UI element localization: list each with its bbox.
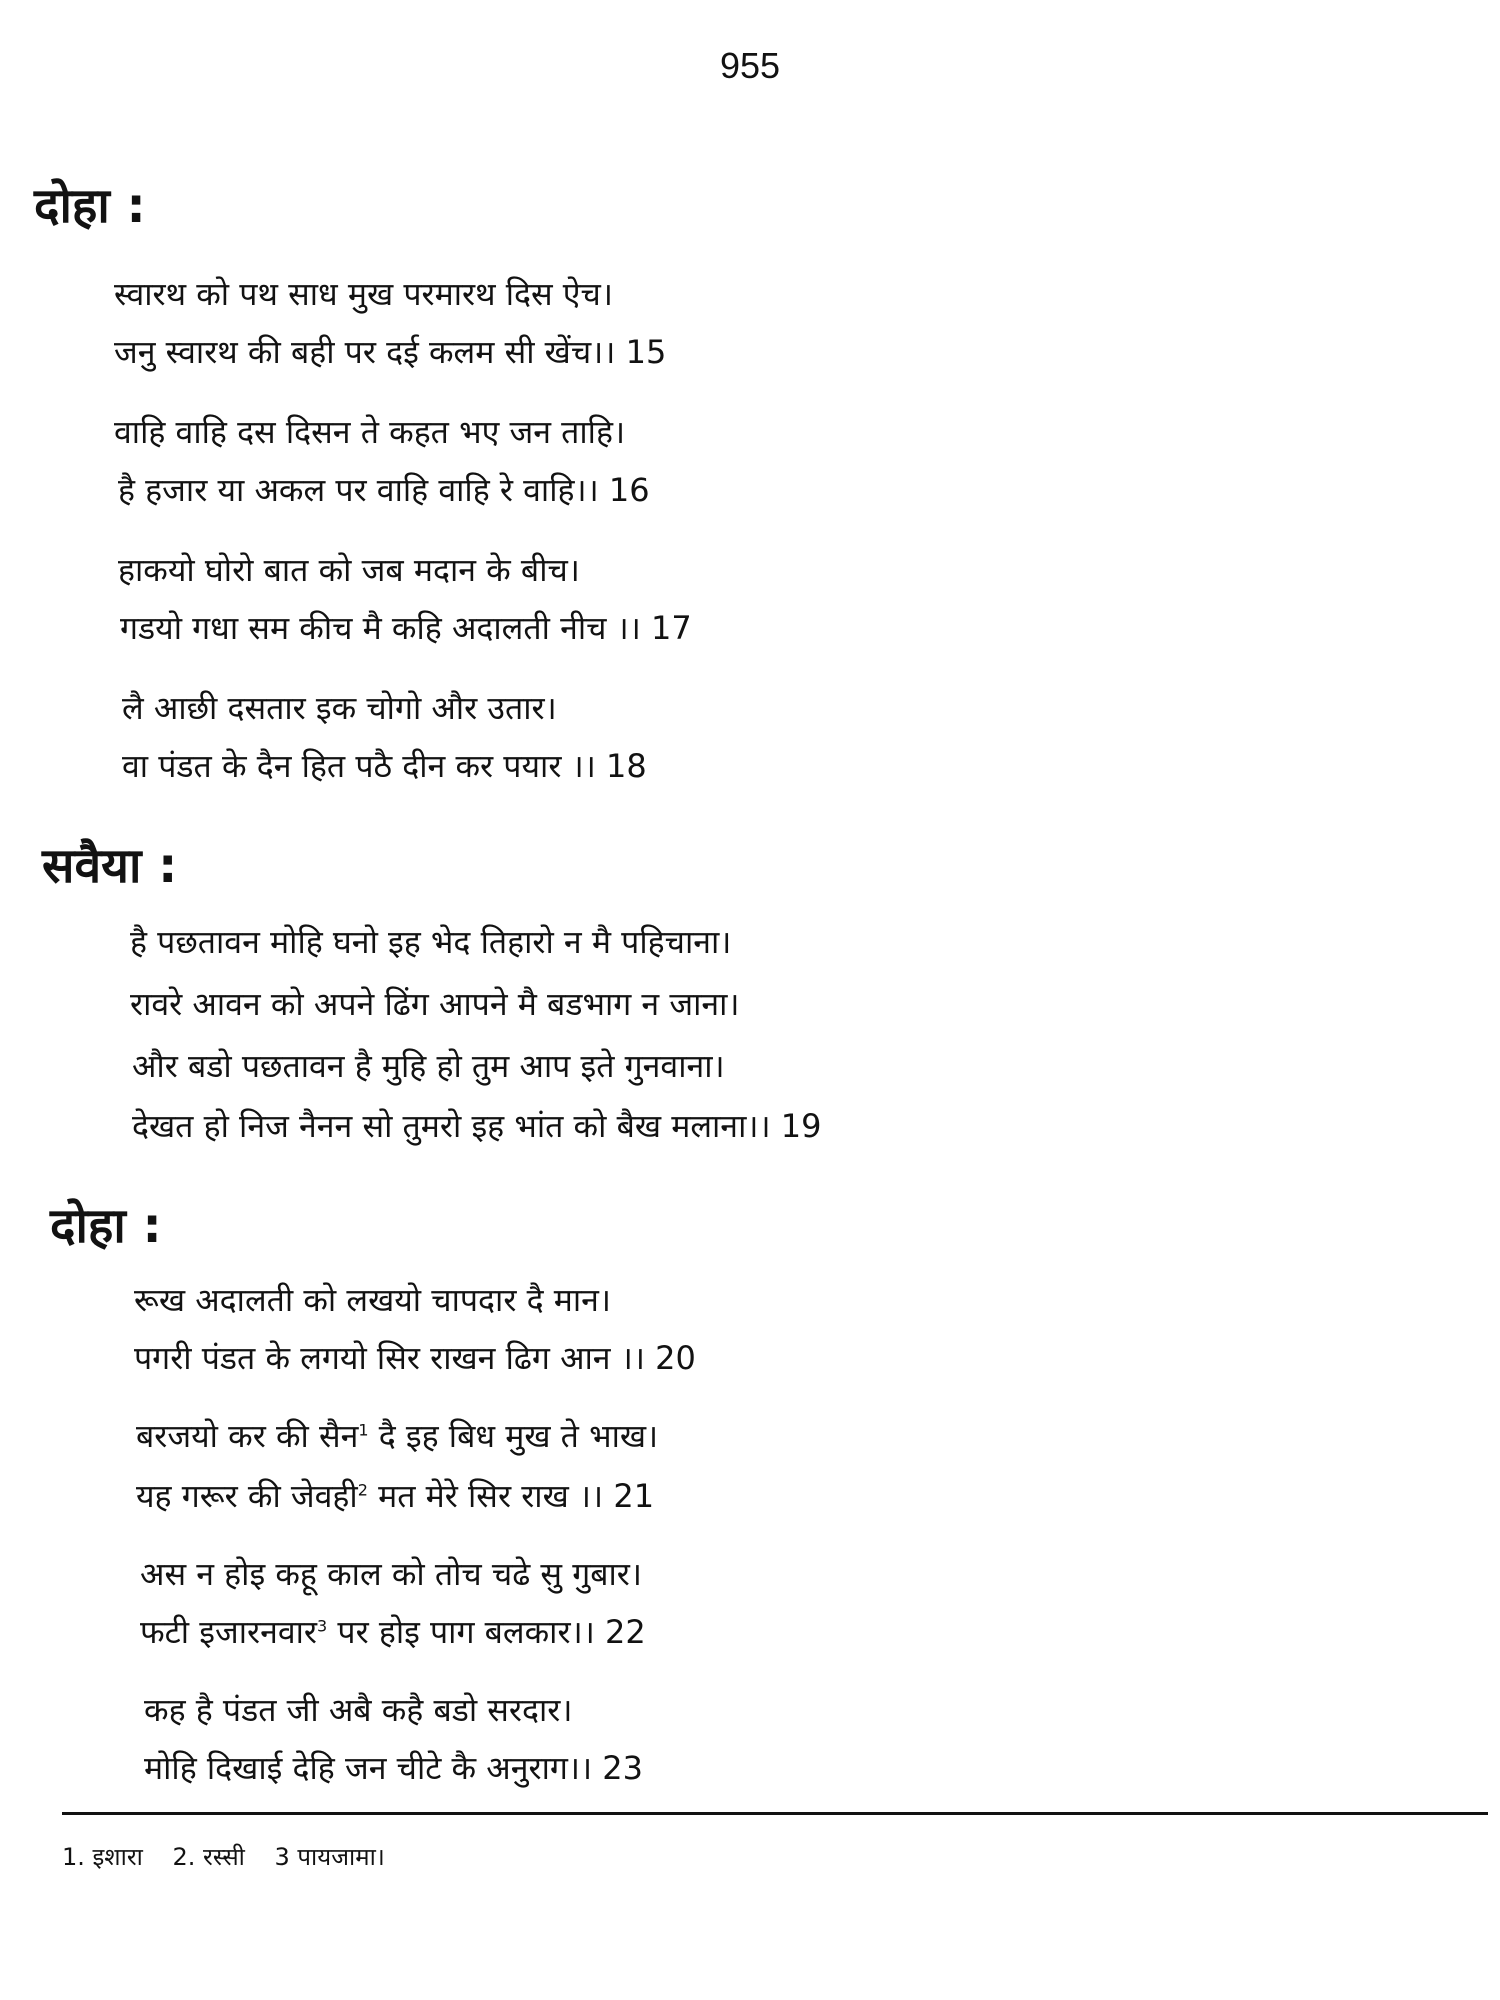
section-heading-doha-1: दोहा : xyxy=(34,178,146,234)
verse-text: पर होइ पाग बलकार।। 22 xyxy=(327,1613,646,1651)
page-number: 955 xyxy=(719,45,781,86)
verse-line xyxy=(140,1610,646,1654)
verse-text: यह गरूर की जेवही xyxy=(136,1477,358,1515)
verse-line: गडयो गधा सम कीच मै कहि अदालती नीच ।। 17 xyxy=(120,609,692,647)
section-heading-doha-2: दोहा : xyxy=(50,1198,162,1254)
verse-line xyxy=(136,1414,658,1458)
footnote-item: 1. इशारा xyxy=(62,1843,143,1871)
verse-line: है पछतावन मोहि घनो इह भेद तिहारो न मै पहिचाना। xyxy=(130,923,732,961)
footnote-marker: 1 xyxy=(358,1420,369,1440)
verse-line: वा पंडत के दैन हित पठै दीन कर पयार ।। 18 xyxy=(122,747,647,785)
footnote-item: 2. रस्सी xyxy=(172,1843,245,1871)
verse-line: पगरी पंडत के लगयो सिर राखन ढिग आन ।। 20 xyxy=(134,1339,696,1377)
verse-text: दै इह बिध मुख ते भाख। xyxy=(368,1417,659,1455)
verse-line: रूख अदालती को लखयो चापदार दै मान। xyxy=(134,1281,612,1319)
verse-line: कह है पंडत जी अबै कहै बडो सरदार। xyxy=(144,1691,573,1729)
footnotes xyxy=(62,1840,407,1874)
verse-line: हाकयो घोरो बात को जब मदान के बीच। xyxy=(118,551,580,589)
verse-line: वाहि वाहि दस दिसन ते कहत भए जन ताहि। xyxy=(114,413,626,451)
verse-text: फटी इजारनवार xyxy=(140,1613,318,1651)
verse-line: स्वारथ को पथ साध मुख परमारथ दिस ऐच। xyxy=(114,275,613,313)
verse-line: रावरे आवन को अपने ढिंग आपने मै बडभाग न जाना। xyxy=(130,985,740,1023)
verse-text: बरजयो कर की सैन xyxy=(136,1417,359,1455)
verse-line: मोहि दिखाई देहि जन चीटे कै अनुराग।। 23 xyxy=(144,1749,644,1787)
footnote-item: 3 पायजामा। xyxy=(274,1843,385,1871)
verse-line: अस न होइ कहू काल को तोच चढे सु गुबार। xyxy=(140,1555,642,1593)
verse-line: और बडो पछतावन है मुहि हो तुम आप इते गुनवाना। xyxy=(132,1047,725,1085)
verse-line: लै आछी दसतार इक चोगो और उतार। xyxy=(122,689,557,727)
footnote-divider xyxy=(62,1812,1488,1815)
verse-text: मत मेरे सिर राख ।। 21 xyxy=(367,1477,655,1515)
verse-line: देखत हो निज नैनन सो तुमरो इह भांत को बैख मलाना।। 19 xyxy=(132,1107,822,1145)
section-heading-savaiya: सवैया : xyxy=(42,838,178,894)
verse-line: जनु स्वारथ की बही पर दई कलम सी खेंच।। 15 xyxy=(114,333,667,371)
verse-line xyxy=(136,1474,654,1518)
footnote-marker: 2 xyxy=(357,1480,368,1500)
footnote-marker: 3 xyxy=(317,1616,328,1636)
verse-line: है हजार या अकल पर वाहि वाहि रे वाहि।। 16 xyxy=(118,471,650,509)
